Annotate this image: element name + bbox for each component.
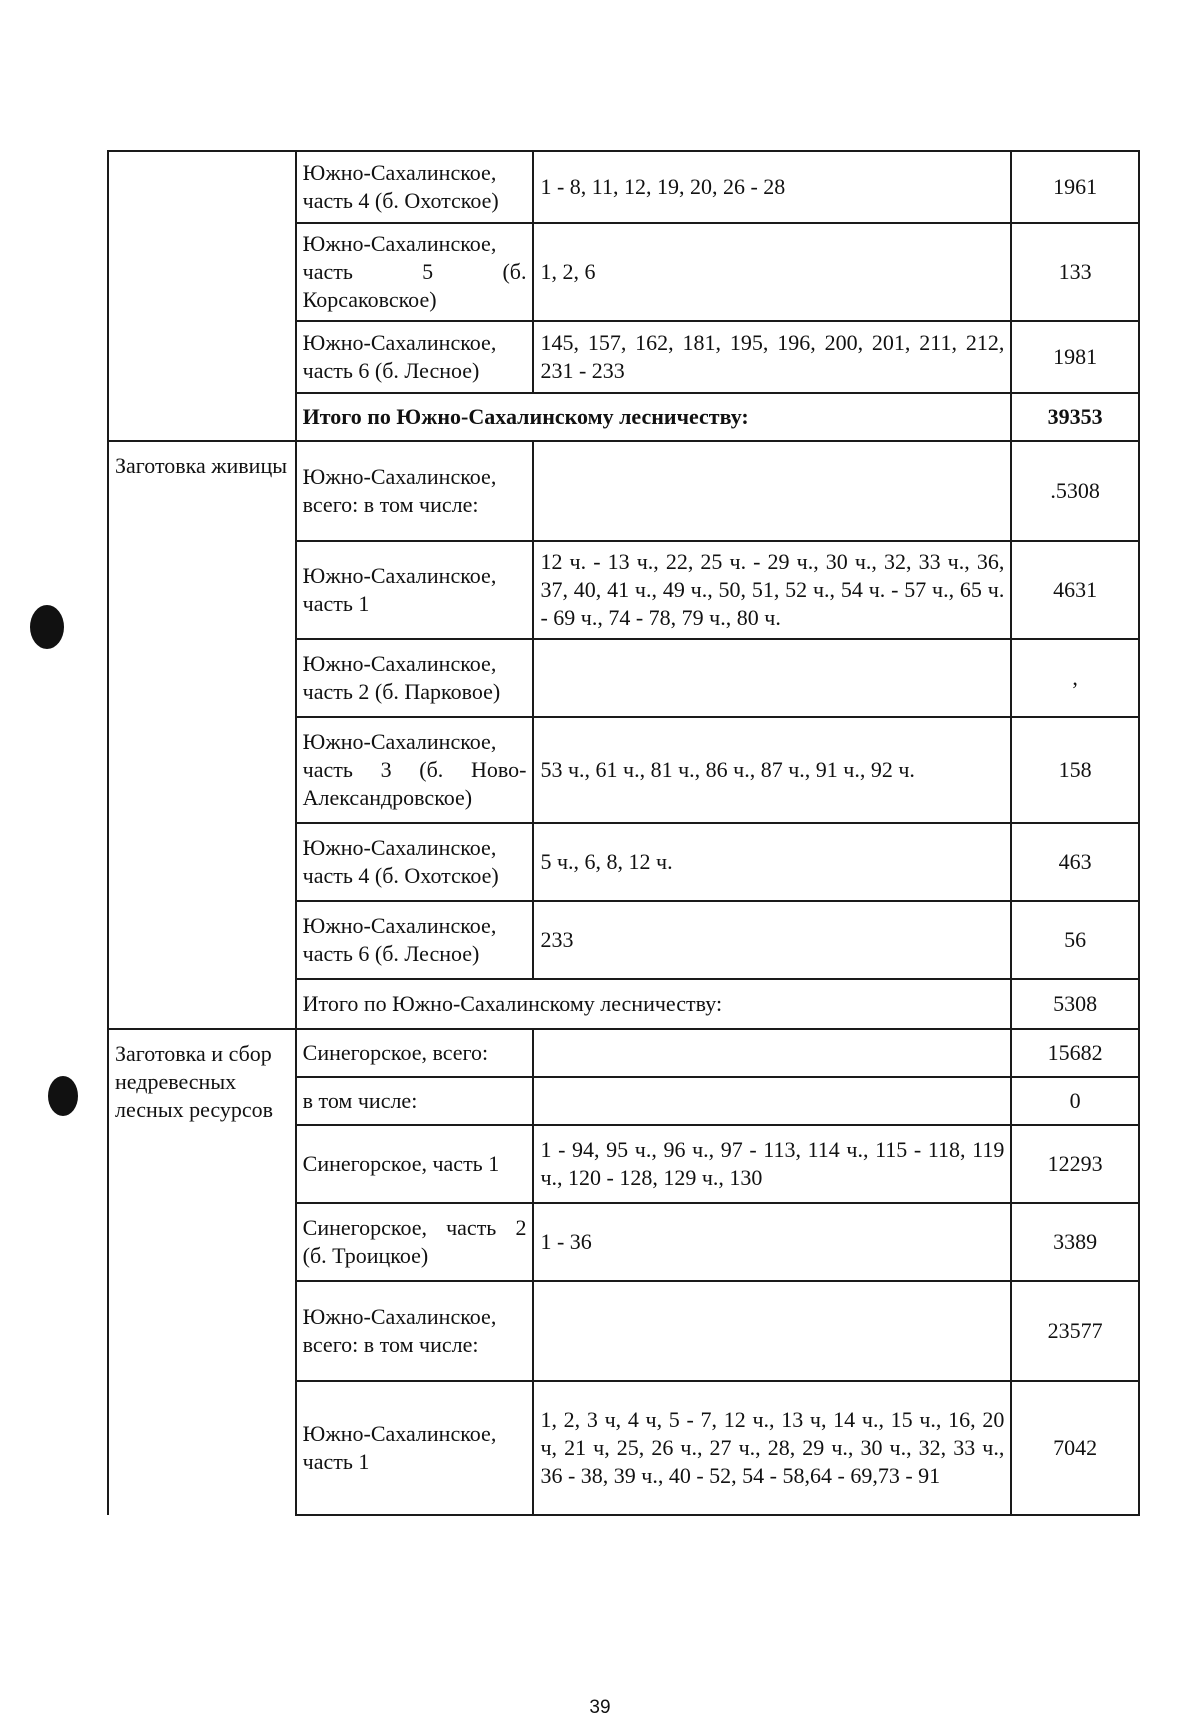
forestry-cell: Южно-Сахалинское, часть 6 (б. Лесное) (296, 901, 534, 979)
table-row (108, 441, 1139, 541)
forestry-cell: Синегорское, часть 2 (б. Троицкое) (296, 1203, 534, 1281)
area-cell: 1981 (1011, 321, 1139, 393)
quarters-cell: 1, 2, 6 (533, 223, 1011, 321)
forestry-cell: в том числе: (296, 1077, 534, 1125)
quarters-cell (533, 1077, 1011, 1125)
area-cell: , (1011, 639, 1139, 717)
quarters-cell (533, 639, 1011, 717)
total-label: Итого по Южно-Сахалинскому лесничеству: (296, 979, 1012, 1029)
area-cell: 463 (1011, 823, 1139, 901)
quarters-cell: 1 - 8, 11, 12, 19, 20, 26 - 28 (533, 151, 1011, 223)
table-row (108, 151, 1139, 223)
forestry-cell: Южно-Сахалинское, всего: в том числе: (296, 1281, 534, 1381)
ink-blot (30, 605, 64, 649)
forestry-cell: Южно-Сахалинское, часть 1 (296, 541, 534, 639)
forestry-cell: Южно-Сахалинское, часть 5 (б. Корсаковское) (296, 223, 534, 321)
quarters-cell: 145, 157, 162, 181, 195, 196, 200, 201, 211, 212, 231 - 233 (533, 321, 1011, 393)
quarters-cell: 12 ч. - 13 ч., 22, 25 ч. - 29 ч., 30 ч., 32, 33 ч., 36, 37, 40, 41 ч., 49 ч., 50, 51, 52 ч., 54 ч. - 57 ч., 65 ч. - 69 ч., 74 - 78, 79 ч., 80 ч. (533, 541, 1011, 639)
total-value: 5308 (1011, 979, 1139, 1029)
total-value: 39353 (1011, 393, 1139, 441)
area-cell: .5308 (1011, 441, 1139, 541)
total-label: Итого по Южно-Сахалинскому лесничеству: (296, 393, 1012, 441)
area-cell: 158 (1011, 717, 1139, 823)
forestry-cell: Южно-Сахалинское, часть 4 (б. Охотское) (296, 151, 534, 223)
quarters-cell (533, 1029, 1011, 1077)
forestry-cell: Синегорское, всего: (296, 1029, 534, 1077)
quarters-cell: 233 (533, 901, 1011, 979)
forestry-cell: Южно-Сахалинское, часть 1 (296, 1381, 534, 1515)
forestry-cell: Южно-Сахалинское, часть 3 (б. Ново-Александровское) (296, 717, 534, 823)
forestry-cell: Синегорское, часть 1 (296, 1125, 534, 1203)
page-number: 39 (589, 1697, 611, 1718)
quarters-cell (533, 1281, 1011, 1381)
ink-blot (48, 1076, 78, 1116)
forestry-cell: Южно-Сахалинское, часть 4 (б. Охотское) (296, 823, 534, 901)
quarters-cell: 53 ч., 61 ч., 81 ч., 86 ч., 87 ч., 91 ч., 92 ч. (533, 717, 1011, 823)
area-cell: 12293 (1011, 1125, 1139, 1203)
quarters-cell: 1, 2, 3 ч, 4 ч, 5 - 7, 12 ч., 13 ч, 14 ч., 15 ч., 16, 20 ч, 21 ч, 25, 26 ч., 27 ч., 28, 29 ч., 30 ч., 32, 33 ч., 36 - 38, 39 ч., 40 - 52, 54 - 58,64 - 69,73 - 91 (533, 1381, 1011, 1515)
quarters-cell (533, 441, 1011, 541)
table-body (108, 151, 1139, 1515)
area-cell: 23577 (1011, 1281, 1139, 1381)
table-row (108, 1029, 1139, 1077)
area-cell: 15682 (1011, 1029, 1139, 1077)
forestry-cell: Южно-Сахалинское, часть 6 (б. Лесное) (296, 321, 534, 393)
category-cell: Заготовка и сбор недревесных лесных ресурсов (108, 1029, 296, 1515)
area-cell: 4631 (1011, 541, 1139, 639)
area-cell: 56 (1011, 901, 1139, 979)
forestry-cell: Южно-Сахалинское, часть 2 (б. Парковое) (296, 639, 534, 717)
category-cell: Заготовка живицы (108, 441, 296, 1029)
forestry-cell: Южно-Сахалинское, всего: в том числе: (296, 441, 534, 541)
quarters-cell: 1 - 36 (533, 1203, 1011, 1281)
area-cell: 1961 (1011, 151, 1139, 223)
area-cell: 133 (1011, 223, 1139, 321)
quarters-cell: 1 - 94, 95 ч., 96 ч., 97 - 113, 114 ч., 115 - 118, 119 ч., 120 - 128, 129 ч., 130 (533, 1125, 1011, 1203)
category-cell (108, 151, 296, 441)
area-cell: 7042 (1011, 1381, 1139, 1515)
area-cell: 0 (1011, 1077, 1139, 1125)
area-cell: 3389 (1011, 1203, 1139, 1281)
forestry-table (107, 150, 1140, 1516)
quarters-cell: 5 ч., 6, 8, 12 ч. (533, 823, 1011, 901)
